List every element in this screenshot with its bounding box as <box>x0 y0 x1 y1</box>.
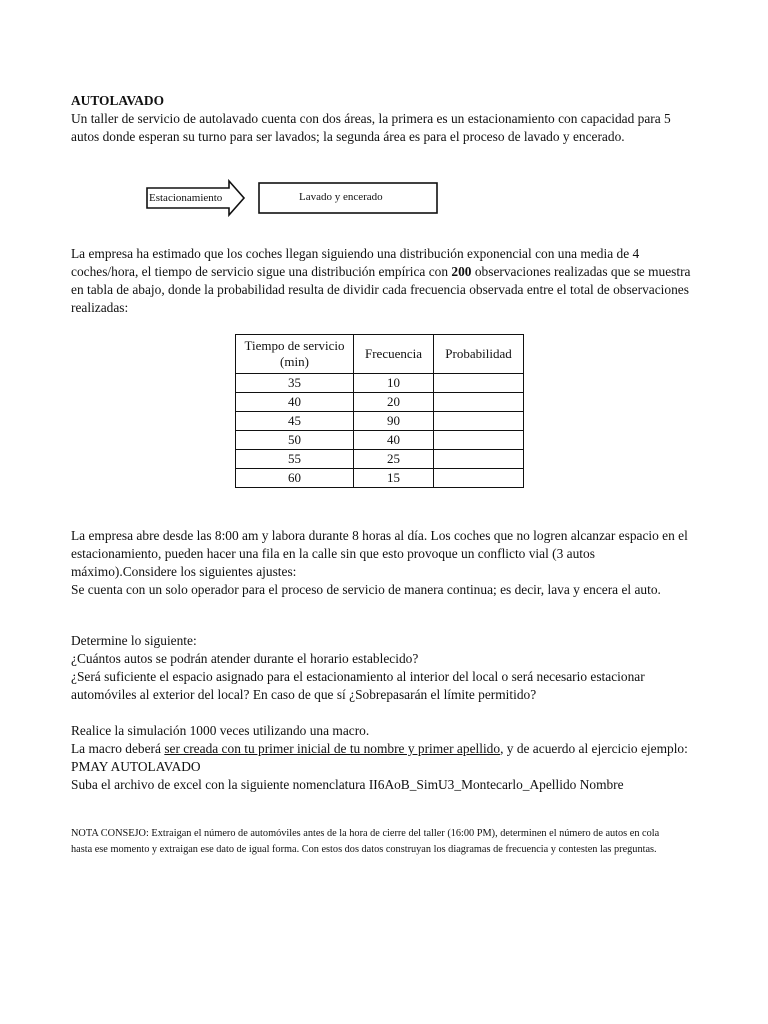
washing-label: Lavado y encerado <box>299 191 383 203</box>
cell-probability <box>434 469 524 488</box>
table-row <box>236 393 524 412</box>
document-title: AUTOLAVADO <box>71 93 165 108</box>
simulation-text: Realice la simulación 1000 veces utilizando una macro. <box>71 723 370 738</box>
table-row <box>236 431 524 450</box>
instructions-section <box>71 722 691 794</box>
service-time-table <box>235 334 524 488</box>
table-row <box>236 450 524 469</box>
paragraph-arrivals <box>71 245 691 317</box>
process-diagram <box>146 179 446 219</box>
macro-text-a: La macro deberá <box>71 741 165 756</box>
cell-probability <box>434 412 524 431</box>
operator-text: Se cuenta con un solo operador para el proceso de servicio de manera continua; es decir, lava y encera el auto. <box>71 582 661 597</box>
intro-text: Un taller de servicio de autolavado cuenta con dos áreas, la primera es un estacionamiento con capacidad para 5 autos donde esperan su turno para ser lavados; la segunda área es para el proceso de lavado y encerado. <box>71 111 671 144</box>
header-probability: Probabilidad <box>434 335 524 374</box>
cell-frequency: 15 <box>354 469 434 488</box>
cell-time: 35 <box>236 374 354 393</box>
upload-text: Suba el archivo de excel con la siguiente nomenclatura II6AoB_SimU3_Montecarlo_Apellido Nombre <box>71 777 624 792</box>
cell-probability <box>434 450 524 469</box>
question-2: ¿Será suficiente el espacio asignado para el estacionamiento al interior del local o será necesario estacionar automóviles al exterior del local? En caso de que sí ¿Sobrepasarán el límite permitido? <box>71 669 645 702</box>
cell-probability <box>434 374 524 393</box>
cell-frequency: 20 <box>354 393 434 412</box>
cell-time: 40 <box>236 393 354 412</box>
header-service-time: Tiempo de servicio (min) <box>236 335 354 374</box>
cell-time: 55 <box>236 450 354 469</box>
cell-probability <box>434 431 524 450</box>
macro-text-b: , y de acuerdo al ejercicio ejemplo: PMAY AUTOLAVADO <box>71 741 688 774</box>
table-header-row <box>236 335 524 374</box>
cell-probability <box>434 393 524 412</box>
questions-section <box>71 632 691 704</box>
arrivals-text-b: observaciones realizadas que se muestra en tabla de abajo, donde la probabilidad resulta de dividir cada frecuencia observada entre el total de observaciones realizadas: <box>71 264 691 315</box>
cell-frequency: 40 <box>354 431 434 450</box>
question-1: ¿Cuántos autos se podrán atender durante el horario establecido? <box>71 651 419 666</box>
arrivals-text-a: La empresa ha estimado que los coches llegan siguiendo una distribución exponencial con una media de 4 coches/hora, el tiempo de servicio sigue una distribución empírica con <box>71 246 640 279</box>
cell-time: 50 <box>236 431 354 450</box>
macro-text-underlined: ser creada con tu primer inicial de tu nombre y primer apellido <box>164 741 501 756</box>
determine-label: Determine lo siguiente: <box>71 633 197 648</box>
cell-frequency: 90 <box>354 412 434 431</box>
cell-time: 45 <box>236 412 354 431</box>
table-row <box>236 469 524 488</box>
cell-frequency: 25 <box>354 450 434 469</box>
paragraph-schedule <box>71 527 691 599</box>
cell-frequency: 10 <box>354 374 434 393</box>
intro-section <box>71 92 691 146</box>
observations-count: 200 <box>451 264 472 279</box>
parking-label: Estacionamiento <box>149 192 223 204</box>
header-frequency: Frecuencia <box>354 335 434 374</box>
table-row <box>236 412 524 431</box>
advice-note: NOTA CONSEJO: Extraigan el número de automóviles antes de la hora de cierre del taller (16:00 PM), determinen el número de autos en cola hasta ese momento y extraigan ese dato de igual forma. Con estos dos datos construyan los diagramas de frecuencia y contesten las preguntas. <box>71 828 660 855</box>
table-row <box>236 374 524 393</box>
schedule-text: La empresa abre desde las 8:00 am y labora durante 8 horas al día. Los coches que no logren alcanzar espacio en el estacionamiento, pueden hacer una fila en la calle sin que esto provoque un conflicto vial (3 autos máximo).Considere los siguientes ajustes: <box>71 528 688 579</box>
cell-time: 60 <box>236 469 354 488</box>
